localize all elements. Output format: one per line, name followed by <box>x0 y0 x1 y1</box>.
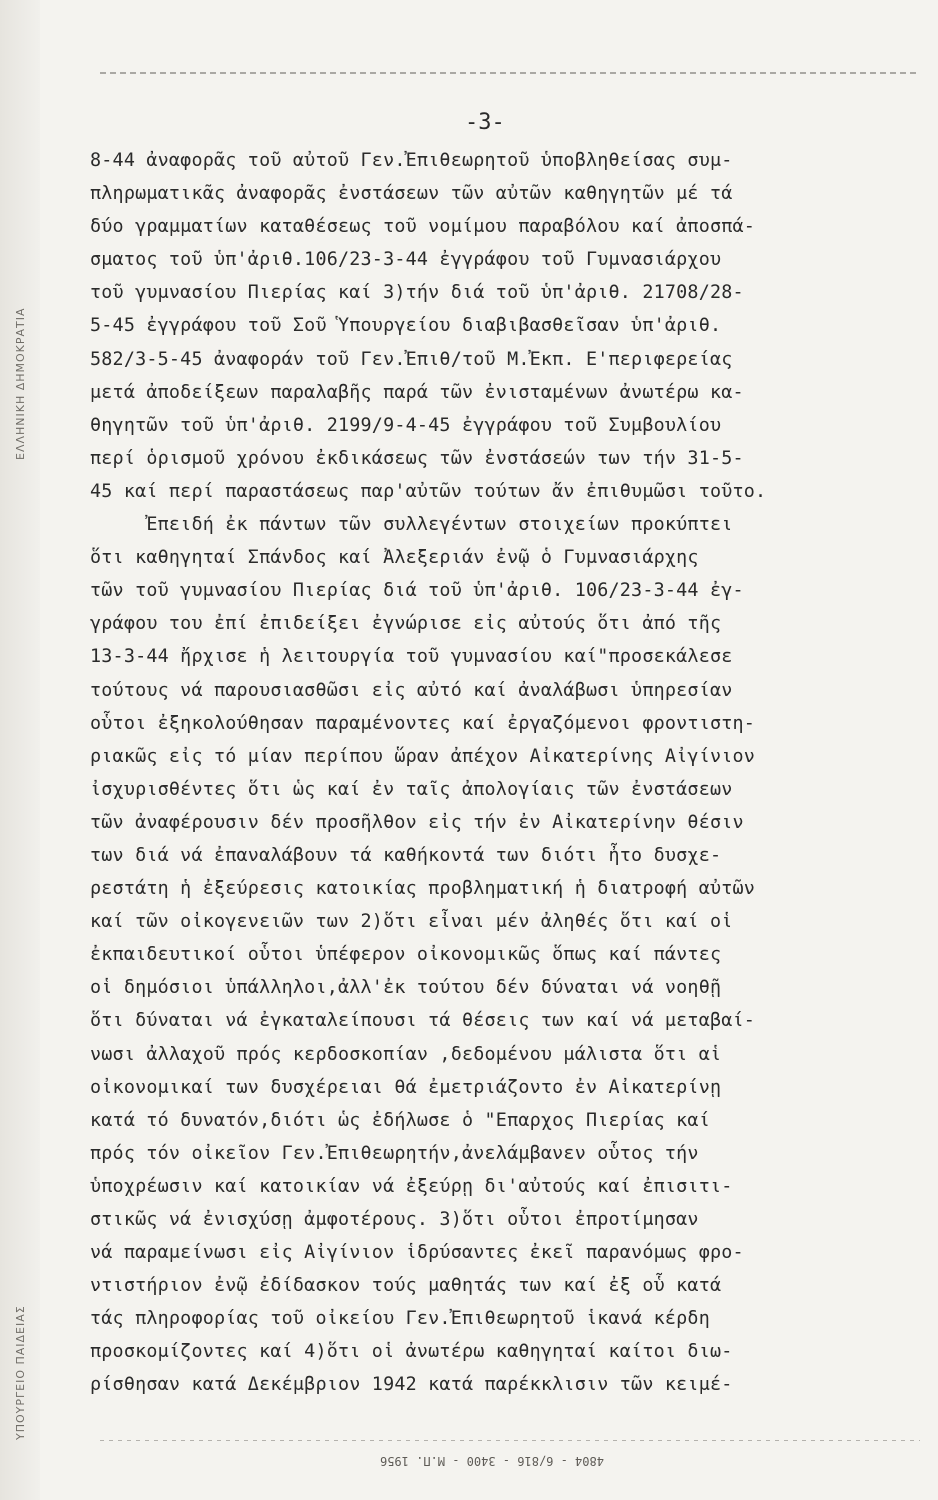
left-gutter <box>0 0 40 1500</box>
text-line: τούτους νά παρουσιασθῶσι εἰς αὐτό καί ἀναλάβωσι ὑπηρεσίαν <box>90 679 733 701</box>
text-line: οἰκονομικαί των δυσχέρειαι θά ἐμετριάζοντο ἐν Αἰκατερίνῃ <box>90 1076 722 1098</box>
text-line: προσκομίζοντες καί 4)ὅτι οἱ ἀνωτέρω καθηγηταί καίτοι διω- <box>90 1341 733 1363</box>
text-line: στικῶς νά ἐνισχύσῃ ἀμφοτέρους. 3)ὅτι οὗτοι ἐπροτίμησαν <box>90 1209 699 1230</box>
text-line: ρίσθησαν κατά Δεκέμβριον 1942 κατά παρέκκλισιν τῶν κειμέ- <box>90 1374 733 1396</box>
text-line: γράφου του ἐπί ἐπιδείξει ἐγνώρισε εἰς αὐτούς ὅτι ἀπό τῆς <box>90 613 722 635</box>
text-line: ἰσχυρισθέντες ὅτι ὡς καί ἐν ταῖς ἀπολογίαις τῶν ἐνστάσεων <box>90 778 733 800</box>
left-margin-stamp-top: ΕΛΛΗΝΙΚΗ ΔΗΜΟΚΡΑΤΙΑ <box>14 307 27 460</box>
text-line: 582/3-5-45 ἀναφοράν τοῦ Γεν.Ἐπιθ/τοῦ Μ.Ἐκπ. Ε'περιφερείας <box>90 348 733 370</box>
page-number: -3- <box>465 110 505 135</box>
text-line: σματος τοῦ ὑπ'ἀριθ.106/23-3-44 ἐγγράφου τοῦ Γυμνασιάρχου <box>90 249 722 271</box>
text-line: 13-3-44 ἤρχισε ἡ λειτουργία τοῦ γυμνασίου καί"προσεκάλεσε <box>90 646 733 668</box>
text-line: μετά ἀποδείξεων παραλαβῆς παρά τῶν ἐνισταμένων ἀνωτέρω κα- <box>90 381 744 403</box>
text-line: ριακῶς εἰς τό μίαν περίπου ὥραν ἀπέχον Αἰκατερίνης Αἰγίνιον <box>90 745 756 767</box>
text-line: περί ὁρισμοῦ χρόνου ἐκδικάσεως τῶν ἐνστάσεών των τήν 31-5- <box>90 447 744 469</box>
text-line: ὅτι καθηγηταί Σπάνδος καί Ἀλεξεριάν ἐνῷ ὁ Γυμνασιάρχης <box>90 547 699 569</box>
text-line: τῶν τοῦ γυμνασίου Πιερίας διά τοῦ ὑπ'ἀριθ. 106/23-3-44 ἐγ- <box>90 580 744 602</box>
top-rule <box>100 72 920 74</box>
text-line: νωσι ἀλλαχοῦ πρός κερδοσκοπίαν ,δεδομένου μάλιστα ὅτι αἱ <box>90 1043 722 1065</box>
text-line: 8-44 ἀναφορᾶς τοῦ αὐτοῦ Γεν.Ἐπιθεωρητοῦ ὑποβληθείσας συμ- <box>90 150 733 171</box>
text-line: των διά νά ἐπαναλάβουν τά καθήκοντά των διότι ἦτο δυσχε- <box>90 844 722 866</box>
text-line: ρεστάτη ἡ ἐξεύρεσις κατοικίας προβληματική ἡ διατροφή αὐτῶν <box>90 878 756 900</box>
text-line: τῶν ἀναφέρουσιν δέν προσῆλθον εἰς τήν ἐν Αἰκατερίνην θέσιν <box>90 811 744 833</box>
text-line: πληρωματικᾶς ἀναφορᾶς ἐνστάσεων τῶν αὐτῶν καθηγητῶν μέ τά <box>90 183 733 205</box>
text-line: Ἐπειδή ἐκ πάντων τῶν συλλεγέντων στοιχείων προκύπτει <box>90 514 733 536</box>
text-line: ἐκπαιδευτικοί οὗτοι ὑπέφερον οἰκονομικῶς ὅπως καί πάντες <box>90 944 722 966</box>
text-line: ντιστήριον ἐνῷ ἐδίδασκον τούς μαθητάς των καί ἐξ οὗ κατά <box>90 1275 722 1297</box>
text-line: θηγητῶν τοῦ ὑπ'ἀριθ. 2199/9-4-45 ἐγγράφου τοῦ Συμβουλίου <box>90 414 722 436</box>
text-line: κατά τό δυνατόν,διότι ὡς ἐδήλωσε ὁ "Επαρχος Πιερίας καί <box>90 1109 710 1131</box>
text-line: ὅτι δύναται νά ἐγκαταλείπουσι τά θέσεις των καί νά μεταβαί- <box>90 1010 756 1032</box>
text-line: νά παραμείνωσι εἰς Αἰγίνιον ἱδρύσαντες ἐκεῖ παρανόμως φρο- <box>90 1242 744 1264</box>
text-line: 45 καί περί παραστάσεως παρ'αὐτῶν τούτων ἄν ἐπιθυμῶσι τοῦτο. <box>90 480 767 502</box>
text-line: πρός τόν οἰκεῖον Γεν.Ἐπιθεωρητήν,ἀνελάμβανεν οὗτος τήν <box>90 1142 699 1164</box>
text-line: οἱ δημόσιοι ὑπάλληλοι,ἀλλ'ἐκ τούτου δέν δύναται νά νοηθῇ <box>90 977 722 999</box>
bottom-rule <box>100 1440 920 1441</box>
text-line: ὑποχρέωσιν καί κατοικίαν νά ἐξεύρῃ δι'αὐτούς καί ἐπισιτι- <box>90 1175 733 1197</box>
left-margin-stamp-bottom: ΥΠΟΥΡΓΕΙΟ ΠΑΙΔΕΙΑΣ <box>14 1305 27 1440</box>
text-line: οὗτοι ἐξηκολούθησαν παραμένοντες καί ἐργαζόμενοι φροντιστη- <box>90 712 756 734</box>
text-line: 5-45 ἐγγράφου τοῦ Σοῦ Ὑπουργείου διαβιβασθεῖσαν ὑπ'ἀριθ. <box>90 315 722 337</box>
footer-print-stamp: 4804 - 6/816 - 3400 - Μ.Π. 1956 <box>380 1454 604 1468</box>
text-line: τοῦ γυμνασίου Πιερίας καί 3)τήν διά τοῦ ὑπ'ἀριθ. 21708/28- <box>90 282 744 304</box>
text-line: δύο γραμματίων καταθέσεως τοῦ νομίμου παραβόλου καί ἀποσπά- <box>90 216 756 238</box>
text-line: τάς πληροφορίας τοῦ οἰκείου Γεν.Ἐπιθεωρητοῦ ἱκανά κέρδη <box>90 1308 710 1330</box>
typed-text-block <box>90 144 910 1402</box>
text-line: καί τῶν οἰκογενειῶν των 2)ὅτι εἶναι μέν ἀληθές ὅτι καί οἱ <box>90 911 733 933</box>
